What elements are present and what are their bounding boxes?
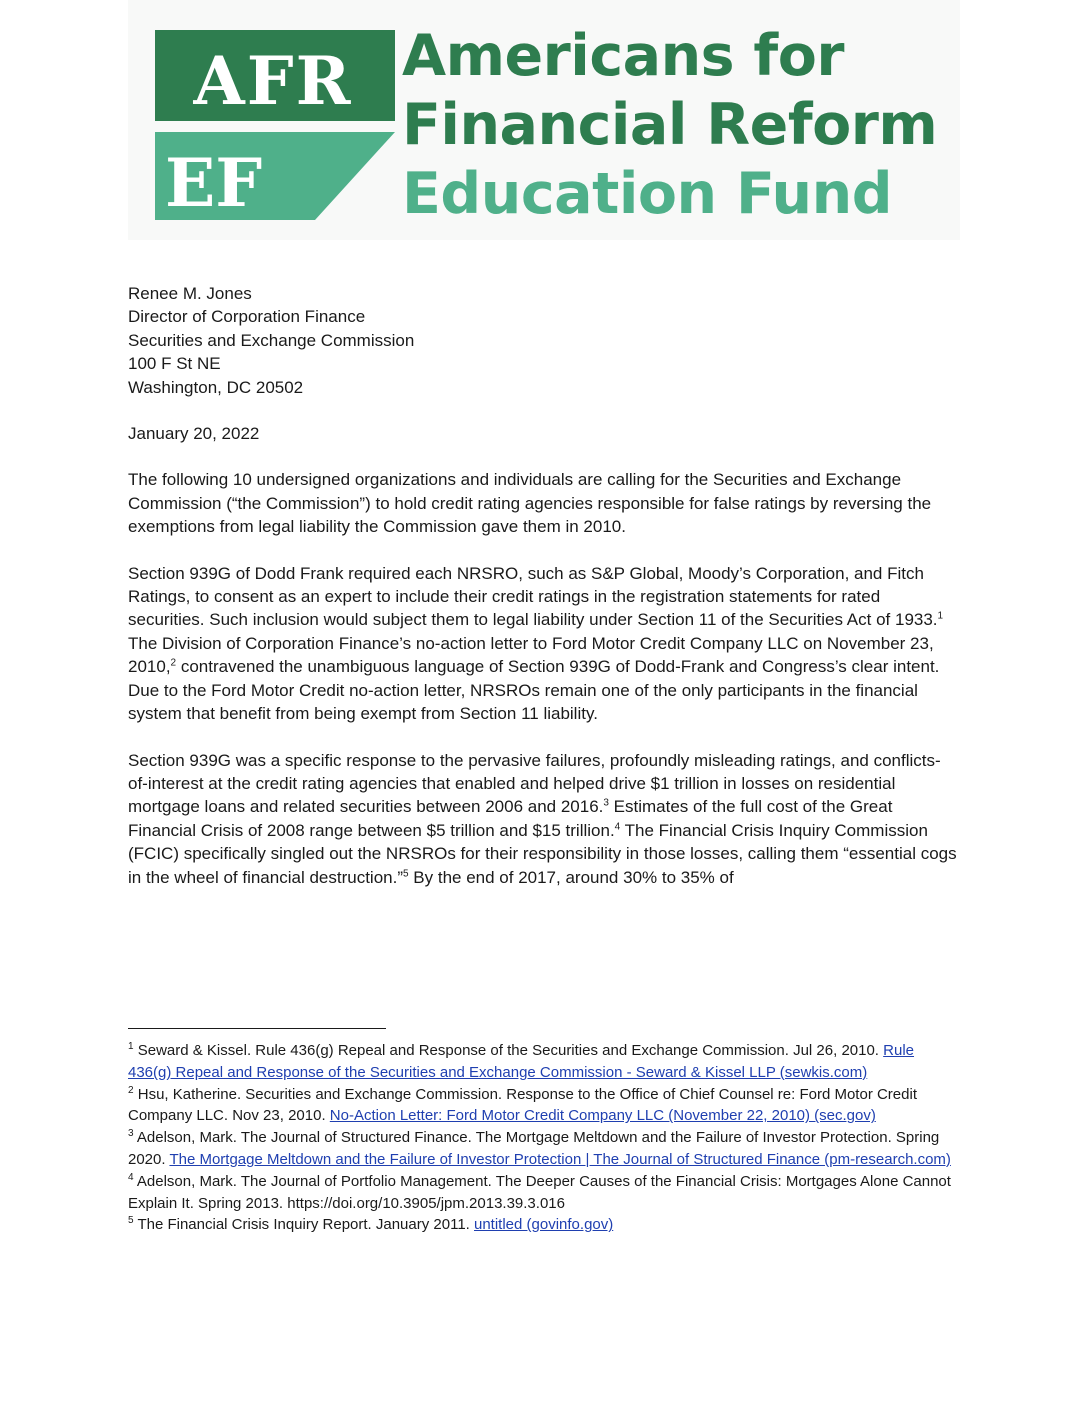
recipient-address [128,282,960,399]
footnote-5 [128,1214,960,1236]
logo-mark-top-text: AFR [193,42,353,120]
footnote-number: 5 [128,1215,134,1227]
org-name-line-1: Americans for [402,23,844,89]
paragraph-2-text-c: contravened the unambiguous language of Section 939G of Dodd-Frank and Congress’s clear intent. Due to the Ford Motor Credit no-action letter, NRSROs remain one of the only participants in the financial system that benefit from being exempt from Section 11 liability. [128,657,940,724]
footnote-ref-5[interactable]: 5 [403,867,409,879]
paragraph-3-text-c: The Financial Crisis Inquiry Commission (FCIC) specifically singled out the NRSROs for their responsibility in those losses, calling them “essential cogs in the wheel of financial destruction.” [128,820,957,887]
footnote-text: Hsu, Katherine. Securities and Exchange Commission. Response to the Office of Chief Counsel re: Ford Motor Credit Company LLC. Nov 23, 2010. [128,1085,917,1125]
recipient-org: Securities and Exchange Commission [128,330,415,350]
footnote-4 [128,1171,960,1215]
footnote-2 [128,1084,960,1128]
footnote-number: 4 [128,1171,134,1183]
org-name-line-3: Education Fund [402,161,892,227]
paragraph-3 [128,749,960,889]
footnote-ref-3[interactable]: 3 [603,797,609,809]
footnote-text: Adelson, Mark. The Journal of Structured Finance. The Mortgage Meltdown and the Failure of Investor Protection. Spring 2020. [128,1129,940,1168]
footnote-text: Seward & Kissel. Rule 436(g) Repeal and Response of the Securities and Exchange Commission. Jul 26, 2010. [133,1042,884,1059]
footnote-ref-2[interactable]: 2 [170,657,177,669]
footnote-text: The Financial Crisis Inquiry Report. January 2011. [133,1216,474,1234]
recipient-name: Renee M. Jones [128,284,252,303]
footnote-link[interactable]: untitled (govinfo.gov) [474,1216,614,1234]
letter-date: January 20, 2022 [128,424,260,444]
footnote-ref-4[interactable]: 4 [614,821,621,833]
footnote-number: 3 [128,1128,134,1140]
footnote-number: 2 [128,1084,134,1096]
paragraph-2 [128,562,960,726]
afr-ef-logo-mark [155,30,395,220]
footnote-text: Adelson, Mark. The Journal of Portfolio Management. The Deeper Causes of the Financial Crisis: Mortgages Alone Cannot Explain It. Spring 2013. https://doi.org/10.3905/jpm.2013.39.3.016 [128,1172,951,1212]
footnote-link[interactable]: The Mortgage Meltdown and the Failure of Investor Protection | The Journal of Structured Finance (pm-research.com) [169,1150,951,1168]
footnote-link[interactable]: Rule 436(g) Repeal and Response of the Securities and Exchange Commission - Seward & Kissel LLP (sewkis.com) [128,1042,915,1081]
paragraph-3-text-a: Section 939G was a specific response to the pervasive failures, profoundly misleading ratings, and conflicts-of-interest at the credit rating agencies that enabled and helped drive $1 trillion in losses on residential mortgage loans and related securities between 2006 and 2016. [128,750,941,817]
recipient-title: Director of Corporation Finance [128,307,366,327]
footnote-separator [128,1028,386,1029]
paragraph-1: The following 10 undersigned organizations and individuals are calling for the Securities and Exchange Commission (“the Commission”) to hold credit rating agencies responsible for false ratings by reversing the exemptions from legal liability the Commission gave them in 2010. [128,470,932,537]
footnote-ref-1[interactable]: 1 [937,610,944,622]
logo-mark-bottom-text: EF [165,144,263,220]
recipient-city: Washington, DC 20502 [128,377,304,397]
footnotes [128,1040,960,1236]
footnote-1 [128,1040,960,1084]
paragraph-2-text-b: The Division of Corporation Finance’s no-action letter to Ford Motor Credit Company LLC on November 23, 2010, [128,633,934,677]
paragraph-3-text-b: Estimates of the full cost of the Great Financial Crisis of 2008 range between $5 trillion and $15 trillion. [128,797,893,840]
letter-body [128,282,960,889]
footnote-number: 1 [128,1041,134,1052]
footnote-link[interactable]: No-Action Letter: Ford Motor Credit Company LLC (November 22, 2010) (sec.gov) [329,1107,876,1125]
paragraph-3-text-d: By the end of 2017, around 30% to 35% of [408,867,734,887]
footnote-3 [128,1127,960,1171]
paragraph-2-text-a: Section 939G of Dodd Frank required each NRSRO, such as S&P Global, Moody’s Corporation, and Fitch Ratings, to consent as an expert to include their credit ratings in the registration statements for rated securities. Such inclusion would subject them to legal liability under Section 11 of the Securities Act of 1933. [128,563,938,630]
org-name-line-2: Financial Reform [402,92,938,158]
recipient-street: 100 F St NE [128,354,221,374]
organization-name [402,22,962,229]
